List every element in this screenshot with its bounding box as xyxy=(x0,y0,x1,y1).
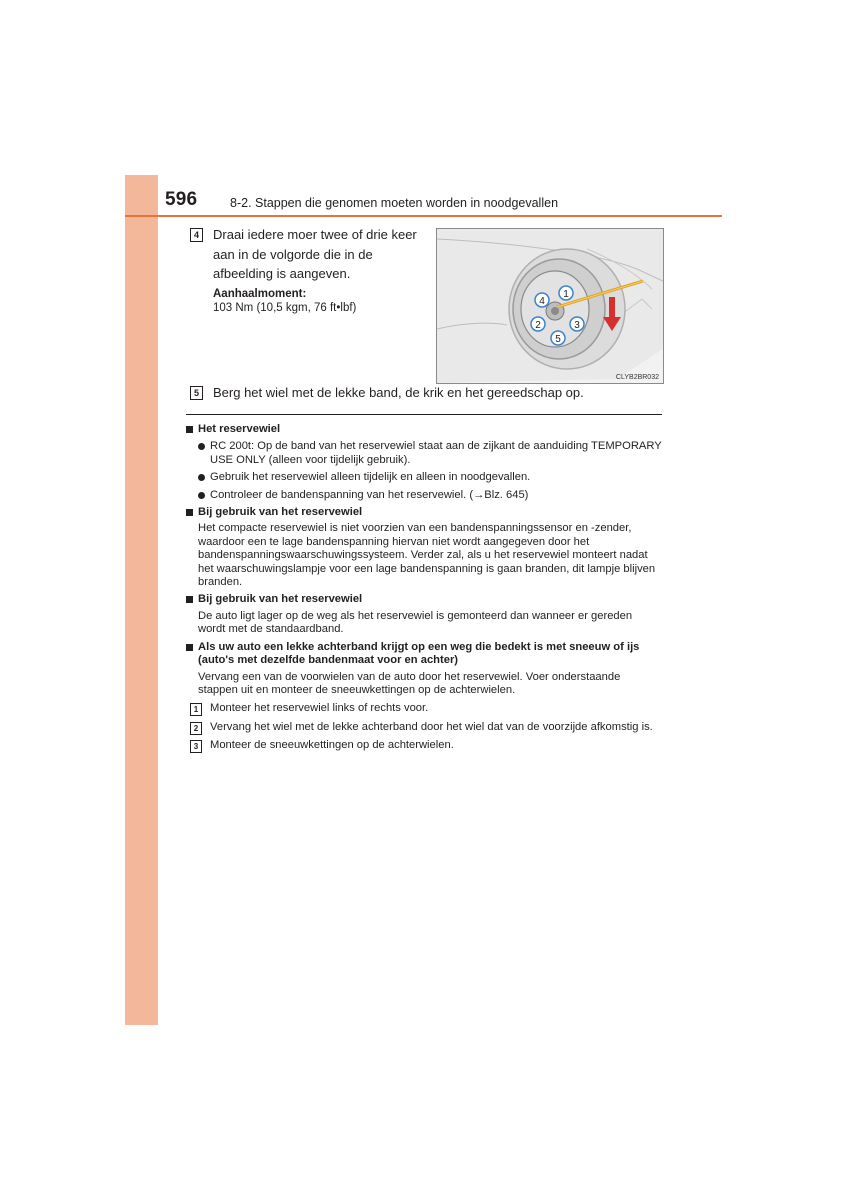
nut-callout-1 xyxy=(559,286,573,300)
numbered-step: 2 Vervang het wiel met de lekke achterband door het wiel dat van de voorzijde afkomstig is. xyxy=(186,721,662,734)
notes-section xyxy=(186,423,662,753)
square-bullet-icon xyxy=(186,644,193,651)
numbered-step: 1 Monteer het reservewiel links of rechts voor. xyxy=(186,702,662,715)
square-bullet-icon xyxy=(186,426,193,433)
section-divider xyxy=(186,414,662,415)
torque-label: Aanhaalmoment: xyxy=(213,288,307,300)
step-number-box: 1 xyxy=(190,703,202,716)
note-heading-use-spare-1: Bij gebruik van het reservewiel xyxy=(186,506,662,519)
nut-callout-3 xyxy=(570,317,584,331)
illustration-code: CLYB2BR032 xyxy=(615,374,659,381)
step-number-box: 5 xyxy=(190,386,203,400)
note-heading-spare-wheel: Het reservewiel xyxy=(186,423,662,436)
step-number-box: 4 xyxy=(190,228,203,242)
note-paragraph: De auto ligt lager op de weg als het reservewiel is gemonteerd dan wanneer er gereden wordt met de standaardband. xyxy=(198,609,633,636)
square-bullet-icon xyxy=(186,509,193,516)
list-item: RC 200t: Op de band van het reservewiel staat aan de zijkant de aanduiding TEMPORARY USE ONLY (alleen voor tijdelijk gebruik). xyxy=(186,440,662,467)
list-item: Controleer de bandenspanning van het reservewiel. (→Blz. 645) xyxy=(186,489,662,502)
page-number: 596 xyxy=(165,189,198,210)
note-paragraph: Vervang een van de voorwielen van de auto door het reservewiel. Voer onderstaande stappen uit en monteer de sneeuwkettingen op de achterwielen. xyxy=(198,670,621,696)
step-5-text: Berg het wiel met de lekke band, de krik en het gereedschap op. xyxy=(213,385,584,400)
wheel-nut-order-illustration xyxy=(436,228,664,384)
chapter-side-band xyxy=(125,175,158,1025)
nut-callout-5 xyxy=(551,331,565,345)
square-bullet-icon xyxy=(186,596,193,603)
svg-text:3: 3 xyxy=(574,320,580,331)
numbered-step: 3 Monteer de sneeuwkettingen op de achterwielen. xyxy=(186,739,662,752)
list-item: Gebruik het reservewiel alleen tijdelijk en alleen in noodgevallen. xyxy=(186,471,662,484)
round-bullet-icon xyxy=(198,474,205,481)
section-title: 8-2. Stappen die genomen moeten worden in noodgevallen xyxy=(230,196,559,210)
step-number-box: 3 xyxy=(190,740,202,753)
svg-text:4: 4 xyxy=(539,296,545,307)
svg-text:1: 1 xyxy=(563,289,569,300)
note-heading-rear-flat: Als uw auto een lekke achterband krijgt op een weg die bedekt is met sneeuw of ijs (auto's met dezelfde bandenmaat voor en achter) xyxy=(186,641,662,668)
note-heading-use-spare-2: Bij gebruik van het reservewiel xyxy=(186,593,662,606)
round-bullet-icon xyxy=(198,443,205,450)
round-bullet-icon xyxy=(198,492,205,499)
step-number-box: 2 xyxy=(190,722,202,735)
step-4-text: Draai iedere moer twee of drie keer aan in de volgorde die in de afbeelding is aangeven. xyxy=(213,227,417,281)
wheel-illustration-graphic xyxy=(437,229,663,383)
svg-text:5: 5 xyxy=(555,334,561,345)
torque-value: 103 Nm (10,5 kgm, 76 ft•lbf) xyxy=(213,302,357,314)
note-paragraph: Het compacte reservewiel is niet voorzien van een bandenspanningssensor en -zender, waardoor een te lage bandenspanning hiervan niet wordt aangegeven door het bandenspanningswaarschuwingssysteem. Verder zal, als u het reservewiel monteert nadat het waarschuwingslampje voor een lage bandenspanning is gaan branden, dit lampje blijven branden. xyxy=(198,522,656,589)
header-rule xyxy=(125,215,722,217)
nut-callout-2 xyxy=(531,317,545,331)
nut-callout-4 xyxy=(535,293,549,307)
svg-text:2: 2 xyxy=(535,320,541,331)
